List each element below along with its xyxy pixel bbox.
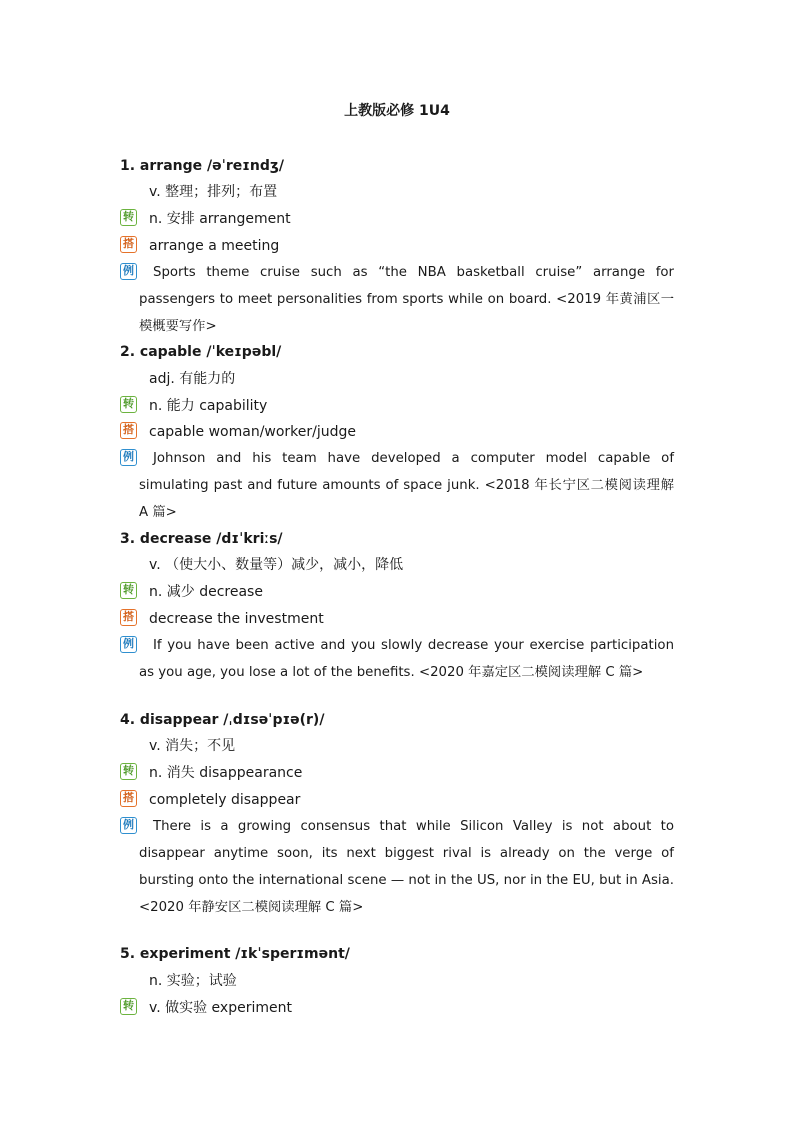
- example-tag-icon: 例: [120, 817, 137, 834]
- derivative-row: [0, 998, 794, 1018]
- collocation-tag-icon: 搭: [120, 790, 137, 807]
- collocation-row: [0, 790, 794, 810]
- derivative-row: [0, 209, 794, 229]
- derivative-row: [0, 763, 794, 783]
- collocation-text: completely disappear: [149, 792, 301, 808]
- meaning: v. 整理；排列；布置: [149, 184, 278, 200]
- derivative-row: [0, 396, 794, 416]
- derivative-text: v. 做实验 experiment: [149, 1000, 292, 1016]
- collocation-row: [0, 236, 794, 256]
- headword: 1. arrange /əˈreɪndʒ/: [120, 158, 284, 174]
- derivative-tag-icon: 转: [120, 582, 137, 599]
- collocation-text: capable woman/worker/judge: [149, 424, 357, 440]
- headword: 2. capable /ˈkeɪpəbl/: [120, 344, 282, 360]
- collocation-row: [0, 609, 794, 629]
- derivative-tag-icon: 转: [120, 209, 137, 226]
- meaning: n. 实验；试验: [149, 973, 237, 989]
- headword: 4. disappear /ˌdɪsəˈpɪə(r)/: [120, 712, 325, 728]
- meaning: v. 消失；不见: [149, 738, 236, 754]
- example-text: Johnson and his team have developed a computer model capable of simulating past and future amounts of space junk. <2018 年长宁区二模阅读理解 A 篇>: [139, 451, 674, 520]
- collocation-tag-icon: 搭: [120, 609, 137, 626]
- derivative-tag-icon: 转: [120, 763, 137, 780]
- derivative-row: [0, 582, 794, 602]
- example-text: There is a growing consensus that while Silicon Valley is not about to disappear anytime soon, its next biggest rival is already on the verge of bursting onto the international scene — not in the US, nor in the EU, but in Asia. <2020 年静安区二模阅读理解 C 篇>: [139, 819, 674, 915]
- meaning: v. （使大小、数量等）减少，减小，降低: [149, 557, 404, 573]
- example-tag-icon: 例: [120, 263, 137, 280]
- derivative-text: n. 消失 disappearance: [149, 765, 303, 781]
- page-title: 上教版必修 1U4: [344, 103, 450, 119]
- example-tag-icon: 例: [120, 636, 137, 653]
- collocation-tag-icon: 搭: [120, 236, 137, 253]
- meaning: adj. 有能力的: [149, 371, 236, 387]
- example-text: If you have been active and you slowly decrease your exercise participation as you age, you lose a lot of the benefits. <2020 年嘉定区二模阅读理解 C 篇>: [139, 638, 674, 680]
- headword: 3. decrease /dɪˈkriːs/: [120, 531, 283, 547]
- collocation-text: arrange a meeting: [149, 238, 280, 254]
- derivative-tag-icon: 转: [120, 396, 137, 413]
- example-text: Sports theme cruise such as “the NBA basketball cruise” arrange for passengers to meet personalities from sports while on board. <2019 年黄浦区一模概要写作>: [139, 265, 674, 334]
- collocation-text: decrease the investment: [149, 611, 324, 627]
- derivative-tag-icon: 转: [120, 998, 137, 1015]
- headword: 5. experiment /ɪkˈsperɪmənt/: [120, 946, 350, 962]
- collocation-row: [0, 422, 794, 442]
- derivative-text: n. 减少 decrease: [149, 584, 263, 600]
- example-tag-icon: 例: [120, 449, 137, 466]
- derivative-text: n. 安排 arrangement: [149, 211, 291, 227]
- derivative-text: n. 能力 capability: [149, 398, 268, 414]
- collocation-tag-icon: 搭: [120, 422, 137, 439]
